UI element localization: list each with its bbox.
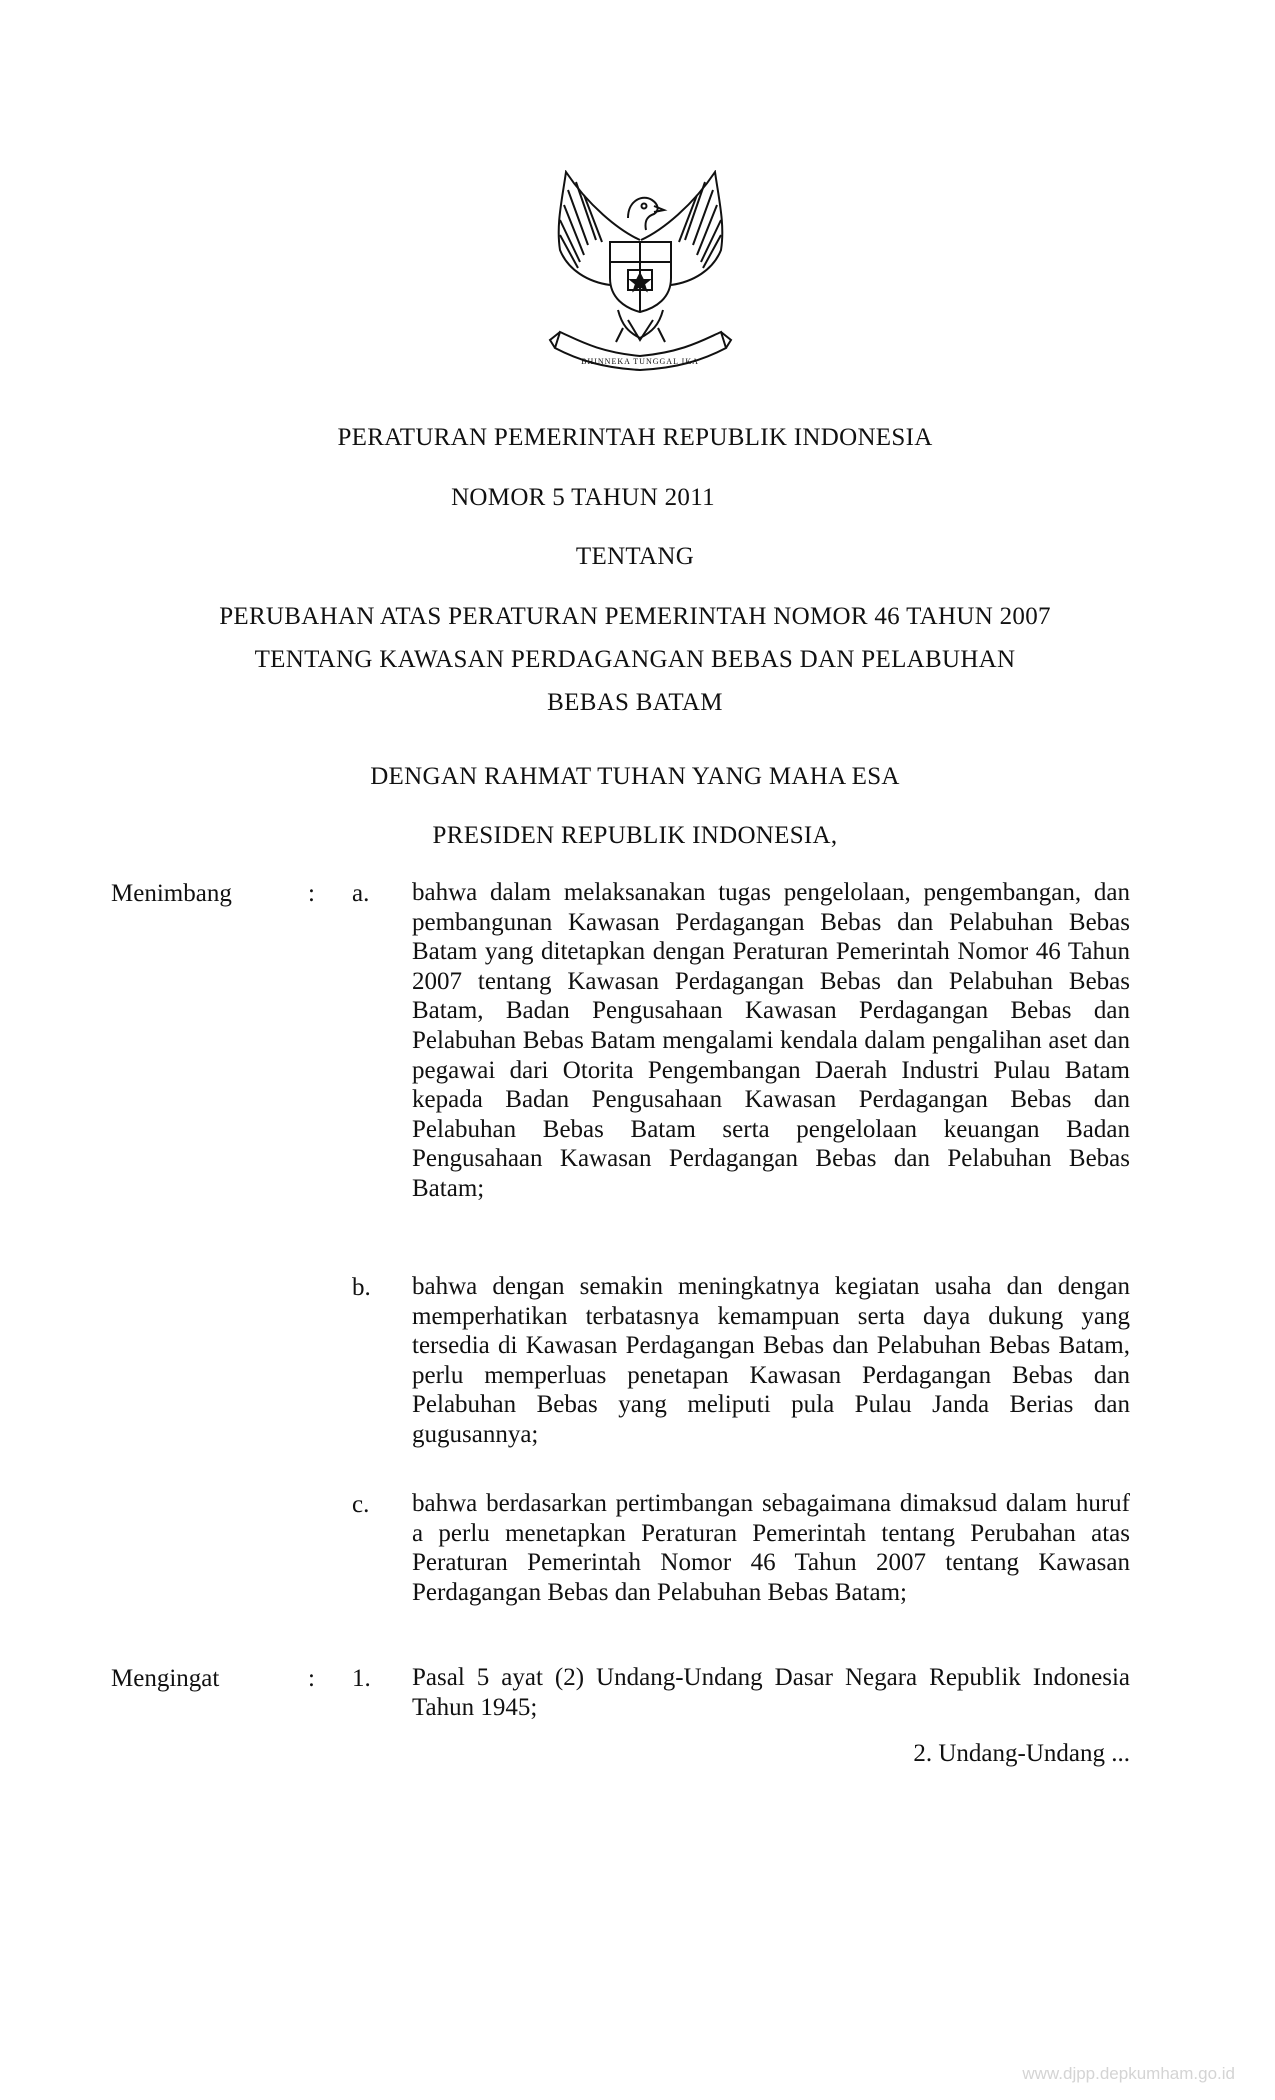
mengingat-label: Mengingat bbox=[111, 1665, 220, 1692]
subject-line-3: BEBAS BATAM bbox=[547, 689, 723, 716]
menimbang-item-c: bahwa berdasarkan pertimbangan sebagaimana dimaksud dalam huruf a perlu menetapkan Peraturan Pemerintah tentang Perubahan atas Peraturan Pemerintah Nomor 46 Tahun 2007 tentang Kawasan Perdagangan Bebas dan Pelabuhan Bebas Batam; bbox=[412, 1490, 1130, 1606]
authority-line: PRESIDEN REPUBLIK INDONESIA, bbox=[432, 822, 838, 849]
menimbang-marker-a: a. bbox=[352, 880, 370, 907]
menimbang-marker-c: c. bbox=[352, 1491, 370, 1518]
mengingat-marker-1: 1. bbox=[352, 1665, 371, 1692]
regulation-number: NOMOR 5 TAHUN 2011 bbox=[451, 484, 715, 511]
regulation-title: PERATURAN PEMERINTAH REPUBLIK INDONESIA bbox=[337, 424, 933, 451]
subject-line-1: PERUBAHAN ATAS PERATURAN PEMERINTAH NOMOR 46 TAHUN 2007 bbox=[219, 603, 1051, 630]
page-continuation: 2. Undang-Undang ... bbox=[913, 1740, 1130, 1767]
about-heading: TENTANG bbox=[575, 543, 695, 570]
blessing-line: DENGAN RAHMAT TUHAN YANG MAHA ESA bbox=[370, 763, 900, 790]
menimbang-colon: : bbox=[308, 880, 315, 907]
mengingat-item-1: Pasal 5 ayat (2) Undang-Undang Dasar Negara Republik Indonesia Tahun 1945; bbox=[412, 1664, 1130, 1721]
garuda-emblem-icon bbox=[548, 170, 733, 380]
menimbang-item-a: bahwa dalam melaksanakan tugas pengelolaan, pengembangan, dan pembangunan Kawasan Perdagangan Bebas dan Pelabuhan Bebas Batam yang ditetapkan dengan Peraturan Pemerintah Nomor 46 Tahun 2007 tentang Kawasan Perdagangan Bebas dan Pelabuhan Bebas Batam, Badan Pengusahaan Kawasan Perdagangan Bebas dan Pelabuhan Bebas Batam mengalami kendala dalam pengalihan aset dan pegawai dari Otorita Pengembangan Daerah Industri Pulau Batam kepada Badan Pengusahaan Kawasan Perdagangan Bebas dan Pelabuhan Bebas Batam serta pengelolaan keuangan Badan Pengusahaan Kawasan Perdagangan Bebas dan Pelabuhan Bebas Batam; bbox=[412, 879, 1130, 1202]
subject-line-2: TENTANG KAWASAN PERDAGANGAN BEBAS DAN PELABUHAN bbox=[254, 646, 1016, 673]
menimbang-marker-b: b. bbox=[352, 1274, 371, 1301]
menimbang-label: Menimbang bbox=[111, 880, 232, 907]
mengingat-colon: : bbox=[308, 1665, 315, 1692]
emblem-motto: BHINNEKA TUNGGAL IKA bbox=[581, 357, 699, 366]
menimbang-item-b: bahwa dengan semakin meningkatnya kegiatan usaha dan dengan memperhatikan terbatasnya kemampuan serta daya dukung yang tersedia di Kawasan Perdagangan Bebas dan Pelabuhan Bebas Batam, perlu memperluas penetapan Kawasan Perdagangan Bebas dan Pelabuhan Bebas yang meliputi pula Pulau Janda Berias dan gugusannya; bbox=[412, 1273, 1130, 1448]
watermark: www.djpp.depkumham.go.id bbox=[1022, 2064, 1235, 2083]
